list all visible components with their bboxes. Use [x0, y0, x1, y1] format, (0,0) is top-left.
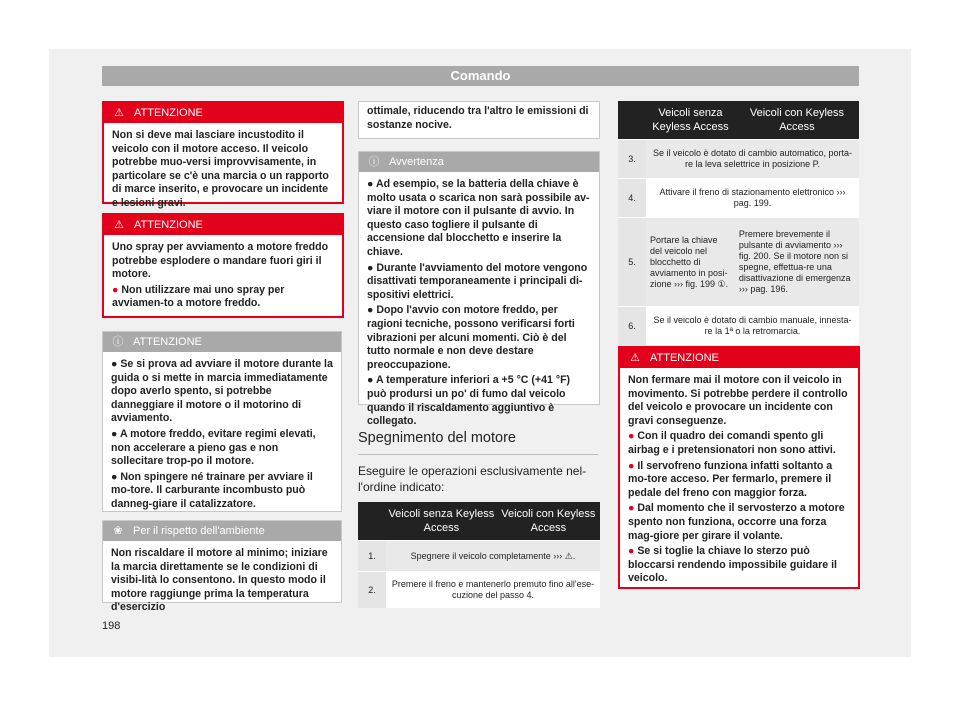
section-divider: [358, 454, 598, 455]
warning-box-2: [102, 213, 344, 318]
warning-bullet: ● Il servofreno funziona infatti soltanto a mo-tore acceso. Per fermarlo, premere il pedale del freno con maggior forza.: [628, 459, 833, 499]
table-row: [618, 218, 859, 307]
warning-header: [104, 103, 342, 123]
warning-header: [620, 348, 858, 368]
table-header-no-keyless: Veicoli senza Keyless Access: [386, 502, 497, 541]
warning-title: ATTENZIONE: [134, 219, 203, 231]
info-icon: ⓘ: [368, 156, 380, 168]
table-header-keyless: Veicoli con Keyless Access: [735, 101, 859, 140]
continuation-text: ottimale, riducendo tra l'altro le emissioni di sostanze nocive.: [367, 105, 589, 131]
table-row: [618, 179, 859, 218]
warning-bullet: ● Con il quadro dei comandi spento gli airbag e i pretensionatori non sono attivi.: [628, 430, 836, 456]
warning-text: Uno spray per avviamento a motore freddo potrebbe esplodere o mandare fuori giri il motore.: [112, 241, 329, 281]
steps-table-2: [618, 101, 859, 345]
warning-bullet: ● Non utilizzare mai uno spray per avviamen-to a motore freddo.: [112, 283, 285, 310]
environment-text: Non riscaldare il motore al minimo; iniziare la marcia direttamente se le condizioni di visibi-lità lo consentono. In questo modo il motore raggiunge prima la temperatura d'esercizio: [111, 547, 328, 614]
environment-title: Per il rispetto dell'ambiente: [133, 525, 265, 537]
warning-text: Non si deve mai lasciare incustodito il veicolo con il motore acceso. Il veicolo potrebbe muo-versi improvvisamente, in particolare se c'è una marcia o un rapporto di marce inserito, e provocare un incidente e lesioni gravi.: [112, 129, 329, 209]
environment-box: [102, 520, 342, 614]
note-title: Avvertenza: [389, 156, 444, 168]
table-row: [618, 307, 859, 346]
table-row: [358, 572, 600, 609]
warning-bullet: ● Non spingere né trainare per avviare il mo-tore. Il carburante incombusto può danneg-giare il catalizzatore.: [111, 470, 313, 510]
step-text-no-keyless: Portare la chiave del veicolo nel blocchetto di avviamento in posi-zione ››› fig. 199 ①.: [646, 218, 735, 307]
table-header-no-keyless: Veicoli senza Keyless Access: [646, 101, 735, 140]
page-header: Comando: [102, 66, 859, 86]
warning-box-3: [102, 331, 342, 512]
section-intro: Eseguire le operazioni esclusivamente nel-l'ordine indicato:: [358, 464, 587, 494]
environment-header: [103, 521, 341, 541]
note-bullet: ● Ad esempio, se la batteria della chiave è molto usata o scarica non sarà possibile av-viare il motore con il pulsante di avvio. In questo caso togliere il pulsante di accensione dal blocchetto e inserire la chiave.: [367, 178, 590, 258]
table-row: [358, 541, 600, 572]
step-number: 4.: [618, 179, 646, 218]
warning-triangle-icon: ⚠: [630, 352, 640, 364]
warning-bullet: ● Se si prova ad avviare il motore durante la guida o si mette in marcia immediatamente dopo averlo spento, si potrebbe danneggiare il motore o il motorino di avviamento.: [111, 358, 333, 425]
warning-bullet: ● Dal momento che il servosterzo a motore spento non funziona, occorre una forza mag-giore per girare il volante.: [628, 502, 845, 542]
continuation-box: [358, 101, 600, 139]
info-circle-icon: ⓘ: [112, 336, 124, 348]
step-text: Se il veicolo è dotato di cambio automatico, porta-re la leva selettrice in posizione P.: [646, 140, 859, 179]
warning-text: Non fermare mai il motore con il veicolo in movimento. Si potrebbe perdere il controllo del veicolo e provocare un incidente con gravi conseguenze.: [628, 374, 848, 427]
step-text: Attivare il freno di stazionamento elettronico ››› pag. 199.: [646, 179, 859, 218]
steps-table-1: [358, 502, 600, 608]
step-text: Spegnere il veicolo completamente ››› ⚠.: [386, 541, 600, 572]
warning-bullet: ● Se si toglie la chiave lo sterzo può bloccarsi rendendo impossibile guidare il veicolo.: [628, 545, 837, 585]
note-bullet: ● Dopo l'avvio con motore freddo, per ragioni tecniche, possono verificarsi forti vibrazioni per alcuni momenti. Ciò è del tutto normale e non deve destare preoccupazione.: [367, 304, 575, 371]
warning-box-1: [102, 101, 344, 209]
step-text: Se il veicolo è dotato di cambio manuale, innesta-re la 1ª o la retromarcia.: [646, 307, 859, 346]
table-row: [618, 140, 859, 179]
warning-title: ATTENZIONE: [133, 336, 202, 348]
warning-triangle-icon: ⚠: [114, 107, 124, 119]
step-text-keyless: Premere brevemente il pulsante di avviamento ››› fig. 200. Se il motore non si spegne, effettua-re una disattivazione di emergenza ››› pag. 196.: [735, 218, 859, 307]
step-number: 6.: [618, 307, 646, 346]
step-number: 2.: [358, 572, 386, 609]
step-text: Premere il freno e mantenerlo premuto fino all'ese-cuzione del passo 4.: [386, 572, 600, 609]
section-title: Spegnimento del motore: [358, 430, 516, 446]
warning-bullet: ● A motore freddo, evitare regimi elevati, non accelerare a pieno gas e non sollecitare trop-po il motore.: [111, 427, 316, 468]
table-header-blank: [358, 502, 386, 541]
step-number: 3.: [618, 140, 646, 179]
note-bullet: ● Durante l'avviamento del motore vengono disattivati temporaneamente i principali di-spositivi elettrici.: [367, 261, 588, 301]
warning-title: ATTENZIONE: [134, 107, 203, 119]
note-box: [358, 151, 600, 428]
page-number: 198: [102, 620, 121, 632]
warning-triangle-icon: ⚠: [114, 219, 124, 231]
note-header: [359, 152, 599, 172]
warning-box-4: [618, 346, 860, 589]
table-header-blank: [618, 101, 646, 140]
step-number: 1.: [358, 541, 386, 572]
warning-header: [104, 215, 342, 235]
warning-header: [103, 332, 341, 352]
step-number: 5.: [618, 218, 646, 307]
table-header-keyless: Veicoli con Keyless Access: [497, 502, 600, 541]
leaf-icon: ❀: [113, 525, 123, 537]
warning-title: ATTENZIONE: [650, 352, 719, 364]
note-bullet: ● A temperature inferiori a +5 °C (+41 °F) può prodursi un po' di fumo dal veicolo quando il riscaldamento aggiuntivo è collegato.: [367, 374, 571, 428]
